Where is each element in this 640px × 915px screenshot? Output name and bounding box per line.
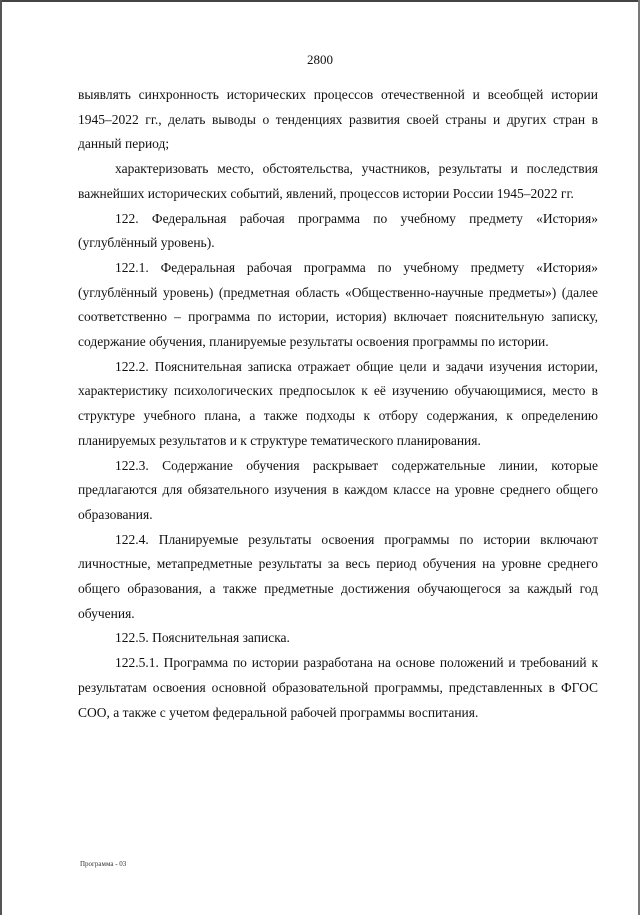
scan-border-left — [0, 0, 2, 915]
paragraph-4: 122.1. Федеральная рабочая программа по учебному предмету «История» (углублённый уровень) (предметная область «Общественно-научные предметы») (далее соответственно – программа по истории, история) включает пояснительную записку, содержание обучения, планируемые результаты освоения программы по истории. — [78, 259, 598, 350]
paragraph-9: 122.5.1. Программа по истории разработана на основе положений и требований к результатам освоения основной образовательной программы, представленных в ФГОС СОО, а также с учетом федеральной рабочей программы воспитания. — [78, 655, 598, 720]
paragraph-2: характеризовать место, обстоятельства, участников, результаты и последствия важнейших исторических событий, явлений, процессов истории России 1945–2022 гг. — [78, 161, 598, 201]
paragraph-5: 122.2. Пояснительная записка отражает общие цели и задачи изучения истории, характеристику психологических предпосылок к её изучению обучающимися, место в структуре учебного плана, а также подходы к отбору содержания, к определению планируемых результатов и к структуре тематического планирования. — [78, 358, 598, 448]
scan-border-top — [0, 0, 640, 2]
paragraph-3: 122. Федеральная рабочая программа по учебному предмету «История» (углублённый уровень). — [78, 210, 598, 251]
paragraph-8: 122.5. Пояснительная записка. — [115, 630, 290, 646]
paragraph-1: выявлять синхронность исторических процессов отечественной и всеобщей истории 1945–2022 гг., делать выводы о тенденциях развития своей страны и других стран в данный период; — [78, 87, 598, 152]
paragraph-6: 122.3. Содержание обучения раскрывает содержательные линии, которые предлагаются для обязательного изучения в каждом классе на уровне среднего общего образования. — [78, 457, 598, 522]
page-number: 2800 — [307, 52, 333, 67]
footer-note: Программа - 03 — [80, 860, 127, 868]
paragraph-7: 122.4. Планируемые результаты освоения программы по истории включают личностные, метапредметные результаты за весь период обучения на уровне среднего общего образования, а также предметные достижения обучающегося за каждый год обучения. — [78, 531, 598, 621]
document-body — [78, 83, 598, 725]
